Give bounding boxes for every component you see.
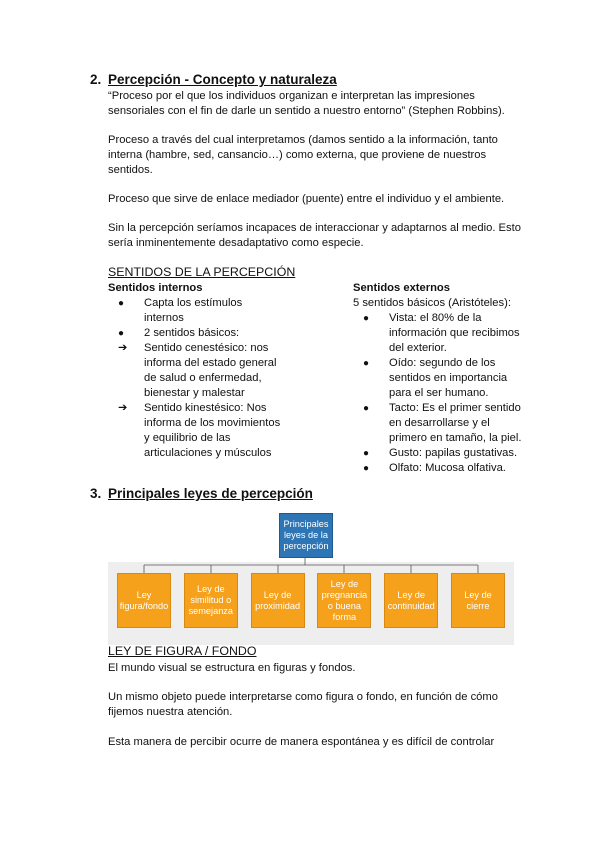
list-item-line: del exterior. [389,342,447,354]
diagram-child-node [317,573,371,628]
diagram-child-node [184,573,238,628]
text-line: fijemos nuestra atención. [108,706,233,718]
list-item-line: Tacto: Es el primer sentido [389,402,521,414]
bullet-icon: ● [363,463,370,474]
leyes-diagram [108,505,514,645]
bullet-icon: ● [363,448,370,459]
bullet-icon: ● [363,358,370,369]
section-2-heading [90,72,337,87]
node-label-line: o buena [327,600,361,611]
sentidos-externos-column [353,281,553,476]
list-item-line: articulaciones y músculos [144,447,272,459]
sentidos-internos-column [108,281,338,461]
list-item [353,461,553,476]
arrow-bullet-icon: ➔ [118,342,128,354]
section-title: Percepción - Concepto y naturaleza [108,72,337,87]
text-line: interna (hambre, sed, cansancio…) como externa, que proviene de nuestros [108,149,487,161]
sentidos-externos-list [353,311,553,476]
node-label-line: Ley [136,589,152,600]
list-item-line: Sentido kinestésico: Nos [144,402,267,414]
text-line: Proceso a través del cual interpretamos (damos sentido a la información, tanto [108,134,498,146]
list-item-line: 2 sentidos básicos: [144,327,240,339]
bullet-icon: ● [118,298,125,309]
list-item-line: Oído: segundo de los [389,357,496,369]
list-item-line: primero en tamaño, la piel. [389,432,522,444]
sentidos-externos-title: Sentidos externos [353,282,450,294]
node-label-line: leyes de la [284,530,328,540]
node-label-line: percepción [283,541,329,551]
node-label-line: forma [332,611,357,622]
sentidos-internos-title: Sentidos internos [108,282,203,294]
diagram-root-node [279,513,333,558]
figura-fondo-p3: Esta manera de percibir ocurre de manera espontánea y es difícil de controlar [108,736,495,748]
list-item [108,296,338,326]
paragraph-sin-percepcion [108,221,521,251]
quote-paragraph [108,89,505,119]
section-number: 2. [90,72,102,87]
text-line: Proceso que sirve de enlace mediador (puente) entre el individuo y el ambiente. [108,193,505,205]
list-item [353,311,553,356]
figura-fondo-p2 [108,690,498,720]
paragraph-proceso-interpretacion [108,133,498,178]
list-item-line: y equilibrio de las [144,432,231,444]
text-line: sensoriales con el fin de darle un sentido a nuestro entorno” (Stephen Robbins). [108,105,505,117]
diagram-child-node [117,573,171,628]
list-item-line: bienestar y malestar [144,387,245,399]
list-item-line: informa de los movimientos [144,417,281,429]
node-label-line: Ley de [330,578,359,589]
list-item-line: Capta los estímulos [144,297,243,309]
list-item-line: internos [144,312,184,324]
figura-fondo-heading: LEY DE FIGURA / FONDO [108,644,257,658]
text-line: “Proceso por el que los individuos organizan e interpretan las impresiones [108,90,475,102]
text-line: sentidos. [108,164,153,176]
diagram-child-node [451,573,505,628]
node-label-line: pregnancia [321,589,368,600]
figura-fondo-p1: El mundo visual se estructura en figuras y fondos. [108,662,356,674]
node-label-line: Ley de cierre [464,589,492,611]
diagram-child-node [251,573,305,628]
bullet-icon: ● [363,313,370,324]
list-item [353,401,553,446]
node-label-line: Principales [283,519,329,529]
node-label-line: continuidad [387,600,435,611]
list-item-line: Vista: el 80% de la [389,312,482,324]
node-label-line: semejanza [188,606,234,616]
list-item [353,356,553,401]
node-label-line: Ley de [397,589,425,600]
bullet-icon: ● [363,403,370,414]
sentidos-heading: SENTIDOS DE LA PERCEPCIÓN [108,265,296,279]
text-line: sería inminentemente desadaptativo como especie. [108,237,364,249]
list-item-line: Gusto: papilas gustativas. [389,447,518,459]
list-item-line: sentidos en importancia [389,372,508,384]
sentidos-externos-intro: 5 sentidos básicos (Aristóteles): [353,297,511,309]
sentidos-internos-list [108,296,338,461]
paragraph-enlace-mediador [108,192,504,207]
list-item-line: para el ser humano. [389,387,489,399]
node-label-line: Ley de [263,589,292,600]
list-item [108,401,338,461]
bullet-icon: ● [118,328,125,339]
arrow-bullet-icon: ➔ [118,402,128,414]
list-item-line: de salud o enfermedad, [144,372,262,384]
section-number: 3. [90,486,102,501]
list-item-line: Olfato: Mucosa olfativa. [389,462,506,474]
list-item-line: informa del estado general [144,357,277,369]
text-line: Un mismo objeto puede interpretarse como figura o fondo, en función de cómo [108,691,498,703]
node-label-line: Ley de [197,584,225,594]
section-3-heading [90,486,313,501]
list-item-line: información que recibimos [389,327,520,339]
node-label-line: figura/fondo [119,600,169,611]
node-label-line: similitud o [190,595,232,605]
node-label-line: proximidad [255,600,301,611]
list-item [353,446,553,461]
section-title: Principales leyes de percepción [108,486,313,501]
list-item [108,326,338,341]
text-line: Sin la percepción seríamos incapaces de interaccionar y adaptarnos al medio. Esto [108,222,521,234]
list-item [108,341,338,401]
diagram-child-node [384,573,438,628]
list-item-line: Sentido cenestésico: nos [144,342,269,354]
list-item-line: en desarrollarse y el [389,417,490,429]
